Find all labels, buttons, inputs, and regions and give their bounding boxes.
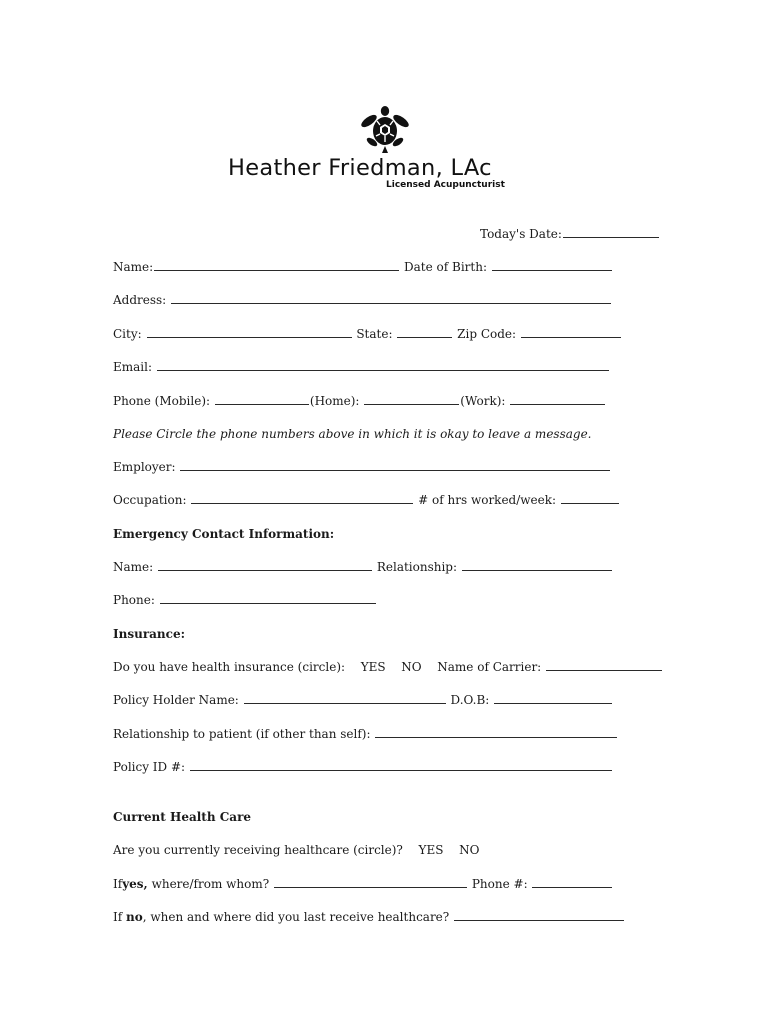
policy-holder-field[interactable] <box>244 691 446 704</box>
occupation-row <box>113 491 620 509</box>
if-yes-row <box>113 875 613 893</box>
hrs-worked-label: # of hrs worked/week: <box>418 493 557 507</box>
emergency-heading: Emergency Contact Information: <box>113 527 335 541</box>
carrier-label: Name of Carrier: <box>437 660 542 674</box>
phone-home-label: (Home): <box>309 394 360 408</box>
insurance-question-row <box>113 658 663 676</box>
relationship-row <box>113 725 618 743</box>
city-label: City: <box>113 327 142 341</box>
dob-label: Date of Birth: <box>404 260 487 274</box>
if-no-bold: no <box>126 910 143 924</box>
address-label: Address: <box>113 293 167 307</box>
todays-date-field[interactable] <box>563 225 659 238</box>
if-no-question: , when and where did you last receive healthcare? <box>142 910 450 924</box>
emergency-phone-row <box>113 591 377 609</box>
phone-row <box>113 392 606 410</box>
city-row <box>113 325 622 343</box>
emergency-name-field[interactable] <box>158 558 372 571</box>
health-care-no-option[interactable]: NO <box>459 843 480 857</box>
email-row <box>113 358 610 376</box>
policy-holder-label: Policy Holder Name: <box>113 693 239 707</box>
insurance-question: Do you have health insurance (circle): <box>113 660 346 674</box>
provider-field[interactable] <box>274 875 467 888</box>
phone-work-field[interactable] <box>510 392 605 405</box>
name-label: Name: <box>113 260 154 274</box>
provider-phone-label: Phone #: <box>471 877 528 891</box>
employer-row <box>113 458 611 476</box>
insurance-heading: Insurance: <box>113 627 186 641</box>
if-no-row <box>113 908 625 926</box>
name-row <box>113 258 613 276</box>
health-care-heading: Current Health Care <box>113 810 252 824</box>
policy-id-row <box>113 758 613 776</box>
city-field[interactable] <box>147 325 352 338</box>
emergency-phone-label: Phone: <box>113 593 155 607</box>
relationship-field[interactable] <box>375 725 617 738</box>
occupation-field[interactable] <box>191 491 413 504</box>
state-label: State: <box>356 327 393 341</box>
phone-mobile-label: Phone (Mobile): <box>113 394 211 408</box>
relationship-label: Relationship to patient (if other than self): <box>113 727 371 741</box>
hrs-worked-field[interactable] <box>561 491 619 504</box>
if-yes-bold: yes, <box>122 877 148 891</box>
zip-label: Zip Code: <box>457 327 517 341</box>
emergency-name-label: Name: <box>113 560 154 574</box>
emergency-relationship-label: Relationship: <box>376 560 458 574</box>
emergency-relationship-field[interactable] <box>462 558 612 571</box>
email-label: Email: <box>113 360 153 374</box>
if-no-prefix: If <box>113 910 123 924</box>
policy-id-label: Policy ID #: <box>113 760 186 774</box>
health-care-yes-option[interactable]: YES <box>418 843 444 857</box>
policy-holder-row <box>113 691 613 709</box>
practice-subtitle: Licensed Acupuncturist <box>386 180 505 190</box>
insurance-yes-option[interactable]: YES <box>360 660 386 674</box>
name-field[interactable] <box>154 258 399 271</box>
health-care-question-row <box>113 841 479 859</box>
phone-home-field[interactable] <box>364 392 459 405</box>
employer-field[interactable] <box>180 458 610 471</box>
phone-note: Please Circle the phone numbers above in which it is okay to leave a message. <box>113 427 592 441</box>
todays-date-label: Today's Date: <box>480 227 562 241</box>
phone-mobile-field[interactable] <box>215 392 309 405</box>
turtle-icon <box>355 104 415 156</box>
emergency-phone-field[interactable] <box>160 591 376 604</box>
address-field[interactable] <box>171 291 611 304</box>
policy-id-field[interactable] <box>190 758 612 771</box>
address-row <box>113 291 612 309</box>
zip-field[interactable] <box>521 325 621 338</box>
emergency-name-row <box>113 558 613 576</box>
practice-name: Heather Friedman, LAc <box>228 155 492 181</box>
phone-work-label: (Work): <box>460 394 506 408</box>
holder-dob-label: D.O.B: <box>450 693 490 707</box>
dob-field[interactable] <box>492 258 612 271</box>
practice-logo <box>0 100 770 200</box>
holder-dob-field[interactable] <box>494 691 612 704</box>
provider-phone-field[interactable] <box>532 875 612 888</box>
health-care-question: Are you currently receiving healthcare (circle)? <box>113 843 403 857</box>
if-yes-question: where/from whom? <box>151 877 270 891</box>
insurance-no-option[interactable]: NO <box>401 660 422 674</box>
employer-label: Employer: <box>113 460 176 474</box>
last-healthcare-field[interactable] <box>454 908 624 921</box>
occupation-label: Occupation: <box>113 493 187 507</box>
state-field[interactable] <box>397 325 452 338</box>
carrier-field[interactable] <box>546 658 662 671</box>
todays-date-row <box>480 225 660 243</box>
email-field[interactable] <box>157 358 609 371</box>
if-yes-prefix: If <box>113 877 123 891</box>
